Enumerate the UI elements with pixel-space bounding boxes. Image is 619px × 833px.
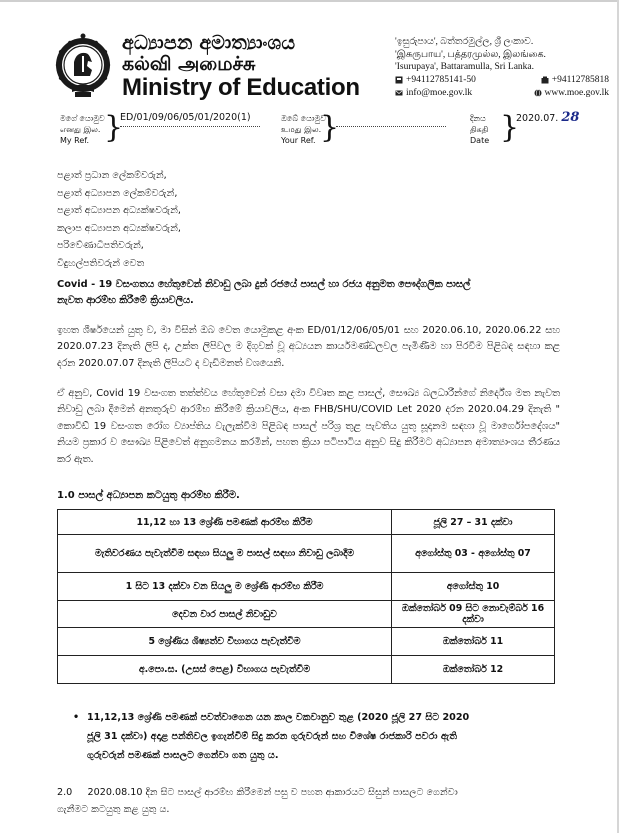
date-cell: අගෝස්තු 10 <box>392 573 555 601</box>
school-schedule-table <box>57 509 555 684</box>
section-2-line-1 <box>57 784 557 801</box>
my-ref-label-english: My Ref. <box>60 136 90 145</box>
contact-block <box>395 74 609 99</box>
date-cell: ඔක්තෝබර් 09 සිට නොවැම්බර් 16 දක්වා <box>392 601 555 628</box>
date-cell: ජූලි 27 – 31 දක්වා <box>392 510 555 535</box>
address-block <box>395 36 609 74</box>
date-label-sinhala: දිනය <box>470 114 486 123</box>
website-url: www.moe.gov.lk <box>544 87 609 98</box>
date-handwritten: 28 <box>561 110 580 125</box>
addressee-line: පළාත් අධ්‍යාපන අධ්‍යක්ෂවරුන්, <box>57 205 181 217</box>
scan-edge-top <box>0 0 619 2</box>
paragraph-references: ඉහත ශීර්ෂයෙන් යුතු ව, මා විසින් ඔබ වෙත යොමුකළ අංක ED/01/12/06/05/01 සහ 2020.06.10, 2020.06.22 සහ 2020.07.23 දිනැති ලිපි ද, උක්ත ලිපිවල ම දිගුවක් වූ අධ්‍යයන කාර්යමණ්ඩලවල පැමිණීම හා පිරවීම පිළිබඳ සඳහා කළ දරන 2020.07.07 දිනැති ලිපියට ද වැඩිමනත් වශයෙනි. <box>57 325 560 369</box>
bullet-line-2: ජූලි 31 දක්වා) අදාළ පන්තිවල ඉගැන්වීම් සිදු කරන ගුරුවරුන් සහ විශේෂ රාජකාරි පවරා ඇති <box>87 731 457 742</box>
my-ref-label-sinhala: මගේ යොමුව <box>60 114 105 123</box>
your-ref-label-english: Your Ref. <box>281 136 316 145</box>
email-icon <box>395 89 403 97</box>
brace-left: } <box>104 110 124 145</box>
phone-contact <box>395 74 476 87</box>
ministry-name-english: Ministry of Education <box>122 74 360 101</box>
your-ref-label-tamil: உமது இல. <box>281 125 322 134</box>
web-contact <box>534 87 609 100</box>
date-cell: ඔක්තෝබර් 11 <box>392 628 555 656</box>
email-contact <box>395 87 472 100</box>
your-ref-dotted-line <box>336 126 446 127</box>
section-2-text: 2020.08.10 දින සිට පාසල් ආරම්භ කිරීමෙන් පසු ව පහත ආකාරයට සිසුන් පාසලට ගෙන්වා <box>87 787 458 798</box>
phone-icon <box>395 76 403 84</box>
activity-cell: අ.පො.ස. (උසස් පෙළ) විභාගය පැවැත්වීම <box>58 656 392 684</box>
subject-heading <box>57 277 560 310</box>
subject-line-1: Covid - 19 වසංගතය හේතුවෙන් නිවාඩු ලබා දුන් රජයේ පාසල් හා රජය අනුමත පෞද්ගලික පාසල් <box>57 279 471 290</box>
table-row <box>58 656 555 684</box>
reference-row <box>24 112 604 152</box>
table-row <box>58 510 555 535</box>
addressee-line: පළාත් ප්‍රධාන ලේකම්වරුන්, <box>57 170 167 181</box>
date-printed: 2020.07. <box>516 113 559 124</box>
globe-icon <box>534 89 542 97</box>
section-1-heading: 1.0 පාසල් අධ්‍යාපන කටයුතු ආරම්භ කිරීම. <box>57 490 240 501</box>
my-ref-dotted-line <box>120 126 260 127</box>
my-ref-value: ED/01/09/06/05/01/2020(1) <box>120 112 251 123</box>
date-label-tamil: திகதி <box>470 125 489 134</box>
brace-right: } <box>500 110 520 145</box>
sri-lanka-emblem-icon <box>52 32 114 102</box>
date-label-english: Date <box>470 136 490 145</box>
fax-icon <box>541 76 549 84</box>
subject-line-2: නැවත ආරම්භ කිරීමේ ක්‍රියාවලිය. <box>57 295 194 307</box>
activity-cell: 1 සිට 13 දක්වා වන සියලු ම ශ්‍රේණි ආරම්භ කිරීම <box>58 573 392 601</box>
bullet-note <box>75 708 555 765</box>
ministry-name-tamil: கல்வி அமைச்சு <box>122 53 256 75</box>
brace-middle: } <box>320 110 340 145</box>
activity-cell: දෙවන වාර පාසල් නිවාඩුව <box>58 601 392 628</box>
addressee-line: පරිවේණාධිපතිවරුන්, <box>57 240 144 252</box>
date-value <box>516 110 580 125</box>
table-row <box>58 628 555 656</box>
table-row <box>58 601 555 628</box>
addressee-line: පළාත් අධ්‍යාපන ලේකම්වරුන්, <box>57 187 178 199</box>
addressee-line: කලාප අධ්‍යාපන අධ්‍යක්ෂවරුන්, <box>57 222 181 234</box>
addressee-line: විදුහල්පතිවරුන් වෙත <box>57 257 145 269</box>
ministry-name-sinhala: අධ්‍යාපන අමාත්‍යාංශය <box>122 32 296 54</box>
address-line-tamil: 'இசுருபாய', பத்தரமுல்ல, இலங்கை. <box>395 49 546 60</box>
date-cell: අගෝස්තු 03 - අගෝස්තු 07 <box>392 535 555 573</box>
paragraph-procedure: ඒ අනුව, Covid 19 වසංගත තත්ත්වය හේතුවෙන් වසා දමා විවෘත කළ පාසල්, සෞඛ්‍ය බලධාරීන්ගේ නිර්දේශ මත නැවත නිවාඩු ලබා දීමෙන් අනතුරුව ආරම්භ කිරීමේ ක්‍රියාවලිය, අංක FHB/SHU/COVID Let 2020 දරන 2020.04.29 දිනැති " කොවිඩ් 19 වසංගත රෝග ව්‍යාප්තිය වැලැක්වීම පිළිබඳ පාසල් පරිශ්‍ර තුළ පැවතිය යුතු සූදානම සඳහා වූ මාර්ගෝපදේශය" නියම ප්‍රකාර ව සෞඛ්‍ය පිළිවෙත් අනුගමනය කරමින්, පහත ක්‍රියා පටිපාටිය අනුව සිදු කිරීමට අධ්‍යාපන අමාත්‍යාංශය තීරණය කර ඇත. <box>57 388 560 465</box>
address-line-english: 'Isurupaya', Battaramulla, Sri Lanka. <box>395 62 535 73</box>
table-row <box>58 535 555 573</box>
section-2-line-2: ගැනීමට කටයුතු කළ යුතු ය. <box>57 804 170 815</box>
activity-cell: 5 ශ්‍රේණිය ශිෂ්‍යත්ව විභාගය පැවැත්වීම <box>58 628 392 656</box>
your-ref-label-sinhala: ඔබේ යොමුව <box>281 114 326 123</box>
addressee-list <box>57 167 181 273</box>
activity-cell: මැතිවරණය පැවැත්වීම සඳහා සියලු ම පාසල් සඳහා නිවාඩු ලබාදීම <box>58 535 392 573</box>
ministry-masthead <box>122 34 360 100</box>
section-2-number: 2.0 <box>57 787 73 798</box>
activity-cell: 11,12 හා 13 ශ්‍රේණි පමණක් ආරම්භ කිරීම <box>58 510 392 535</box>
email-address: info@moe.gov.lk <box>406 87 473 98</box>
bullet-icon: • <box>73 712 80 723</box>
bullet-line-1: 11,12,13 ශ්‍රේණි පමණක් පවත්වාගෙන යන කාල වකවානුව තුළ (2020 ජූලි 27 සිට 2020 <box>87 712 470 723</box>
my-ref-label-tamil: எனது இல. <box>60 125 101 134</box>
section-2 <box>57 784 557 818</box>
table-row <box>58 573 555 601</box>
address-line-sinhala: 'ඉසුරුපාය', බත්තරමුල්ල, ශ්‍රී ලංකාව. <box>395 37 534 47</box>
bullet-line-3: ගුරුවරුන් පමණක් පාසලට ගෙන්වා ගත යුතු ය. <box>87 750 279 761</box>
fax-contact <box>541 74 609 87</box>
date-cell: ඔක්තෝබර් 12 <box>392 656 555 684</box>
phone-number: +94112785141-50 <box>406 75 476 85</box>
fax-number: +94112785818 <box>551 75 609 85</box>
